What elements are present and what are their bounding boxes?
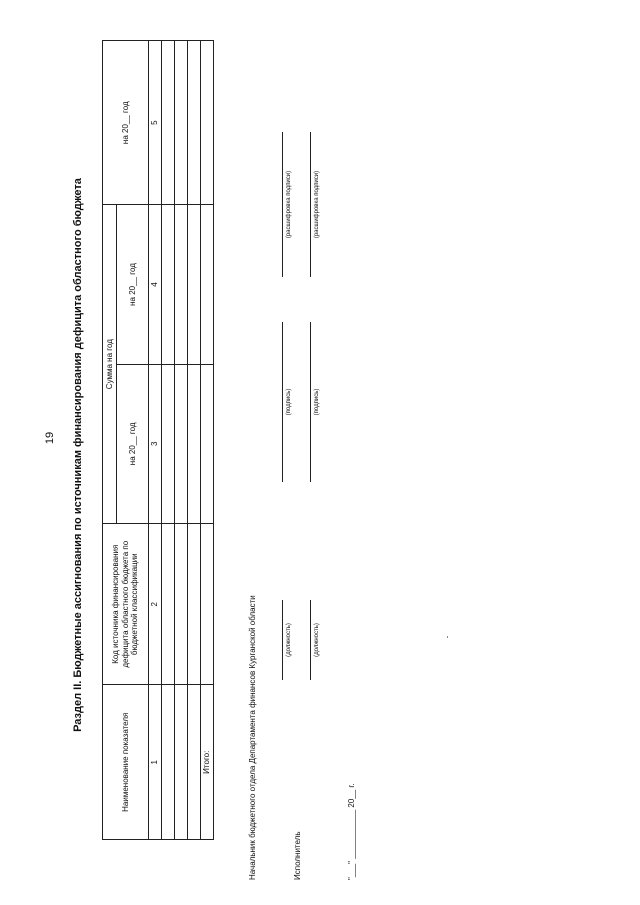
section-title: Раздел II. Бюджетные ассигнования по источникам финансирования дефицита областного бюджета [72, 178, 84, 732]
col-number-4: 4 [149, 205, 162, 364]
total-label: Итого: [201, 685, 214, 840]
executor-signature-caption: (подпись) [314, 388, 320, 416]
head-signature-line [282, 322, 283, 482]
rotated-sheet [60, 40, 390, 880]
header-year-b: на 20__ год [117, 205, 149, 364]
col-number-1: 1 [149, 685, 162, 840]
header-sum-per-year: Сумма на год [103, 205, 117, 524]
executor-decoding-caption: (расшифровка подписи) [314, 170, 320, 239]
executor-decoding-line [310, 132, 311, 277]
col-number-5: 5 [149, 41, 162, 205]
table-row [175, 41, 188, 840]
scan-speck [447, 636, 448, 638]
head-title: Начальник бюджетного отдела Департамента финансов Курганской области [248, 595, 257, 880]
total-row [201, 41, 214, 840]
col-number-3: 3 [149, 364, 162, 523]
header-source-code: Код источника финансирования дефицита областного бюджета по бюджетной классификации [103, 523, 149, 685]
head-signature-caption: (подпись) [286, 388, 292, 416]
head-decoding-caption: (расшифровка подписи) [286, 170, 292, 239]
page-number: 19 [44, 431, 56, 445]
head-position-line [282, 600, 283, 680]
table-row [188, 41, 201, 840]
executor-position-caption: (должность) [314, 623, 320, 657]
table-row [162, 41, 175, 840]
header-indicator-name: Наименование показателя [103, 685, 149, 840]
executor-signature-line [310, 322, 311, 482]
date-line: "___" ___________ 20__ г. [347, 783, 356, 880]
budget-table [102, 40, 214, 840]
header-year-c: на 20__ год [103, 41, 149, 205]
header-year-a: на 20__ год [117, 364, 149, 523]
executor-title: Исполнитель [293, 831, 302, 880]
col-number-2: 2 [149, 523, 162, 685]
head-position-caption: (должность) [286, 623, 292, 657]
head-decoding-line [282, 132, 283, 277]
executor-position-line [310, 600, 311, 680]
